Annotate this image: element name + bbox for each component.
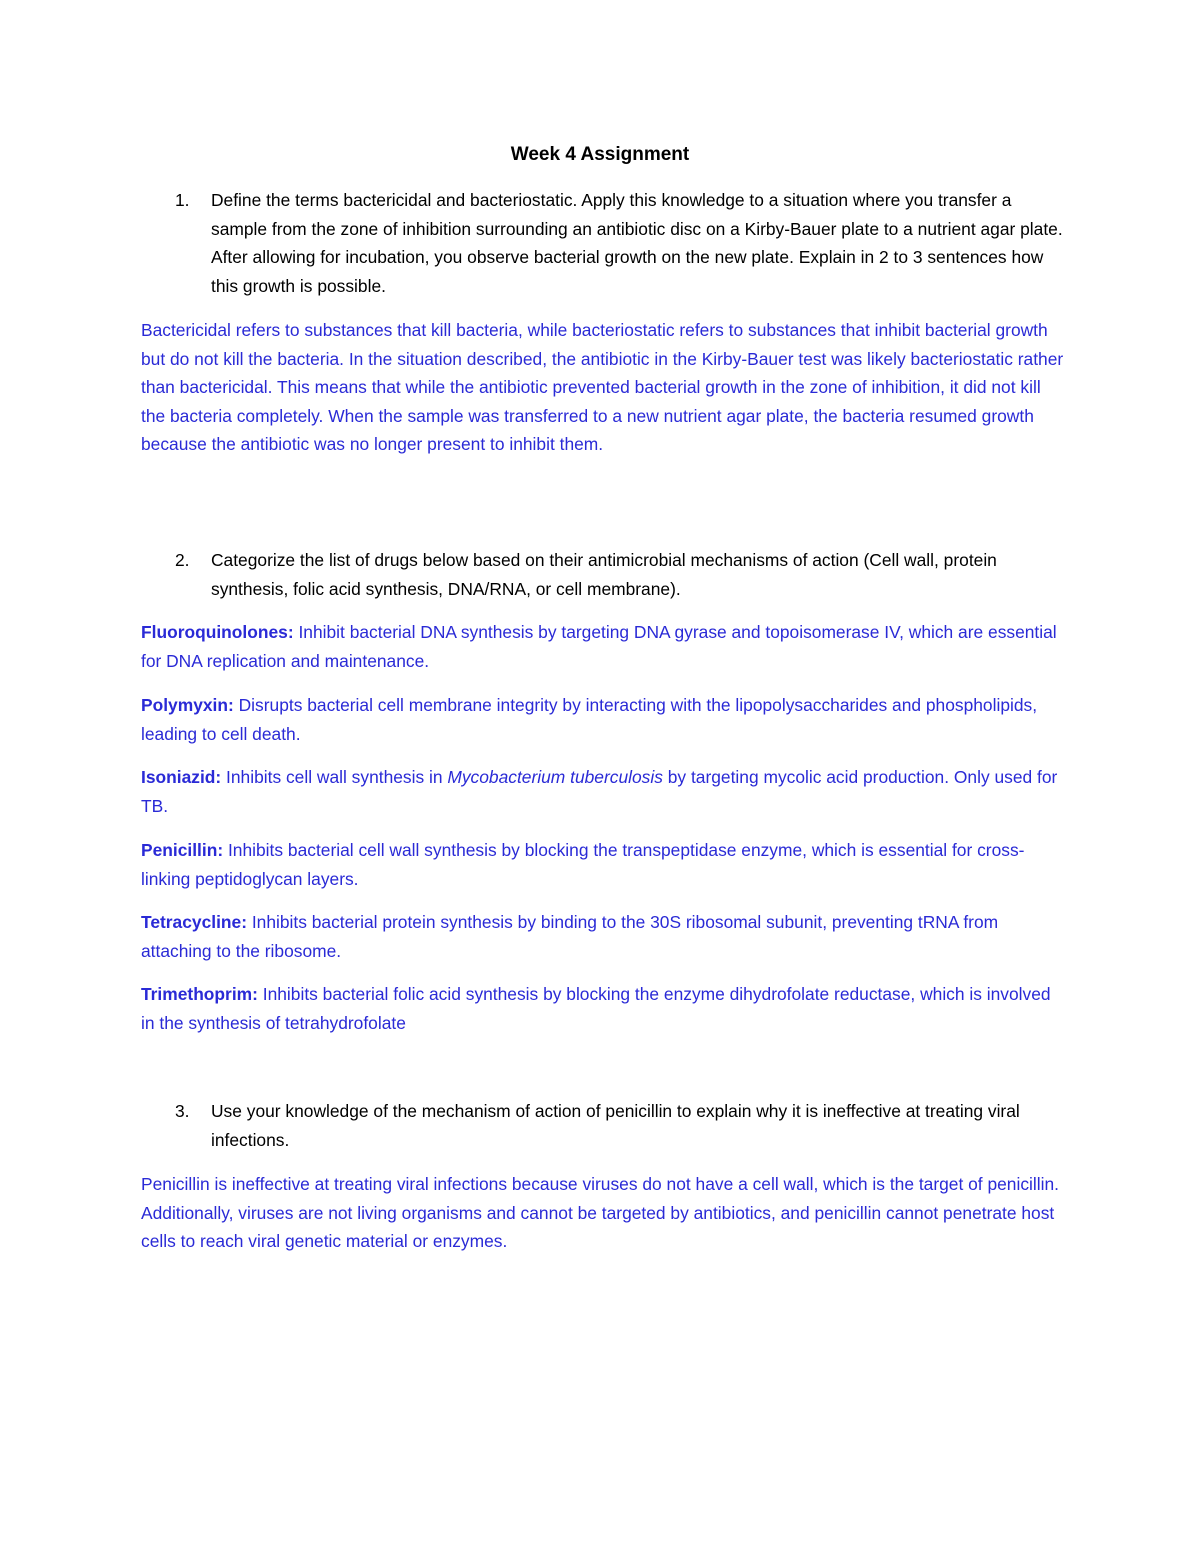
drug-description-end: by targeting mycolic acid production. Only used for TB. — [141, 767, 1058, 816]
drug-description-start: Inhibits cell wall synthesis in — [221, 767, 448, 787]
drug-name: Penicillin: — [141, 840, 224, 860]
question-number: 1. — [175, 190, 190, 210]
question-text: Categorize the list of drugs below based on their antimicrobial mechanisms of action (Cell wall, protein synthesis, folic acid synthesis, DNA/RNA, or cell membrane). — [211, 550, 997, 599]
drug-entry-trimethoprim — [141, 980, 1066, 1037]
drug-entry-isoniazid — [141, 763, 1066, 820]
question-number: 3. — [175, 1101, 190, 1121]
drug-entry-tetracycline — [141, 908, 1066, 965]
question-text: Use your knowledge of the mechanism of action of penicillin to explain why it is ineffective at treating viral infections. — [211, 1101, 1020, 1150]
drug-name: Trimethoprim: — [141, 984, 258, 1004]
drug-name: Fluoroquinolones: — [141, 622, 294, 642]
drug-description: Inhibits bacterial cell wall synthesis by blocking the transpeptidase enzyme, which is essential for cross-linking peptidoglycan layers. — [141, 840, 1025, 889]
answer-3: Penicillin is ineffective at treating viral infections because viruses do not have a cell wall, which is the target of penicillin. Additionally, viruses are not living organisms and cannot be targeted by antibiotics, and penicillin cannot penetrate host cells to reach viral genetic material or enzymes. — [141, 1174, 1059, 1252]
drug-description: Inhibit bacterial DNA synthesis by targeting DNA gyrase and topoisomerase IV, which are essential for DNA replication and maintenance. — [141, 622, 1057, 671]
drug-name: Isoniazid: — [141, 767, 222, 787]
question-text: Define the terms bactericidal and bacteriostatic. Apply this knowledge to a situation where you transfer a sample from the zone of inhibition surrounding an antibiotic disc on a Kirby-Bauer plate to a nutrient agar plate. After allowing for incubation, you observe bacterial growth on the new plate. Explain in 2 to 3 sentences how this growth is possible. — [211, 190, 1063, 296]
question-3 — [141, 1097, 1071, 1154]
drug-entry-polymyxin — [141, 691, 1066, 748]
drug-name: Polymyxin: — [141, 695, 234, 715]
drug-entry-penicillin — [141, 836, 1066, 893]
organism-name: Mycobacterium tuberculosis — [447, 767, 663, 787]
question-1 — [141, 186, 1071, 300]
answer-1: Bactericidal refers to substances that kill bacteria, while bacteriostatic refers to substances that inhibit bacterial growth but do not kill the bacteria. In the situation described, the antibiotic in the Kirby-Bauer test was likely bacteriostatic rather than bactericidal. This means that while the antibiotic prevented bacterial growth in the zone of inhibition, it did not kill the bacteria completely. When the sample was transferred to a new nutrient agar plate, the bacteria resumed growth because the antibiotic was no longer present to inhibit them. — [141, 320, 1064, 455]
page-title: Week 4 Assignment — [510, 144, 690, 165]
drug-description: Inhibits bacterial folic acid synthesis by blocking the enzyme dihydrofolate reductase, which is involved in the synthesis of tetrahydrofolate — [141, 984, 1051, 1033]
drug-name: Tetracycline: — [141, 912, 247, 932]
drug-entry-fluoroquinolones — [141, 618, 1066, 675]
question-2 — [141, 546, 1071, 603]
question-number: 2. — [175, 550, 190, 570]
drug-description: Inhibits bacterial protein synthesis by binding to the 30S ribosomal subunit, preventing tRNA from attaching to the ribosome. — [141, 912, 999, 961]
drug-description: Disrupts bacterial cell membrane integrity by interacting with the lipopolysaccharides and phospholipids, leading to cell death. — [141, 695, 1038, 744]
